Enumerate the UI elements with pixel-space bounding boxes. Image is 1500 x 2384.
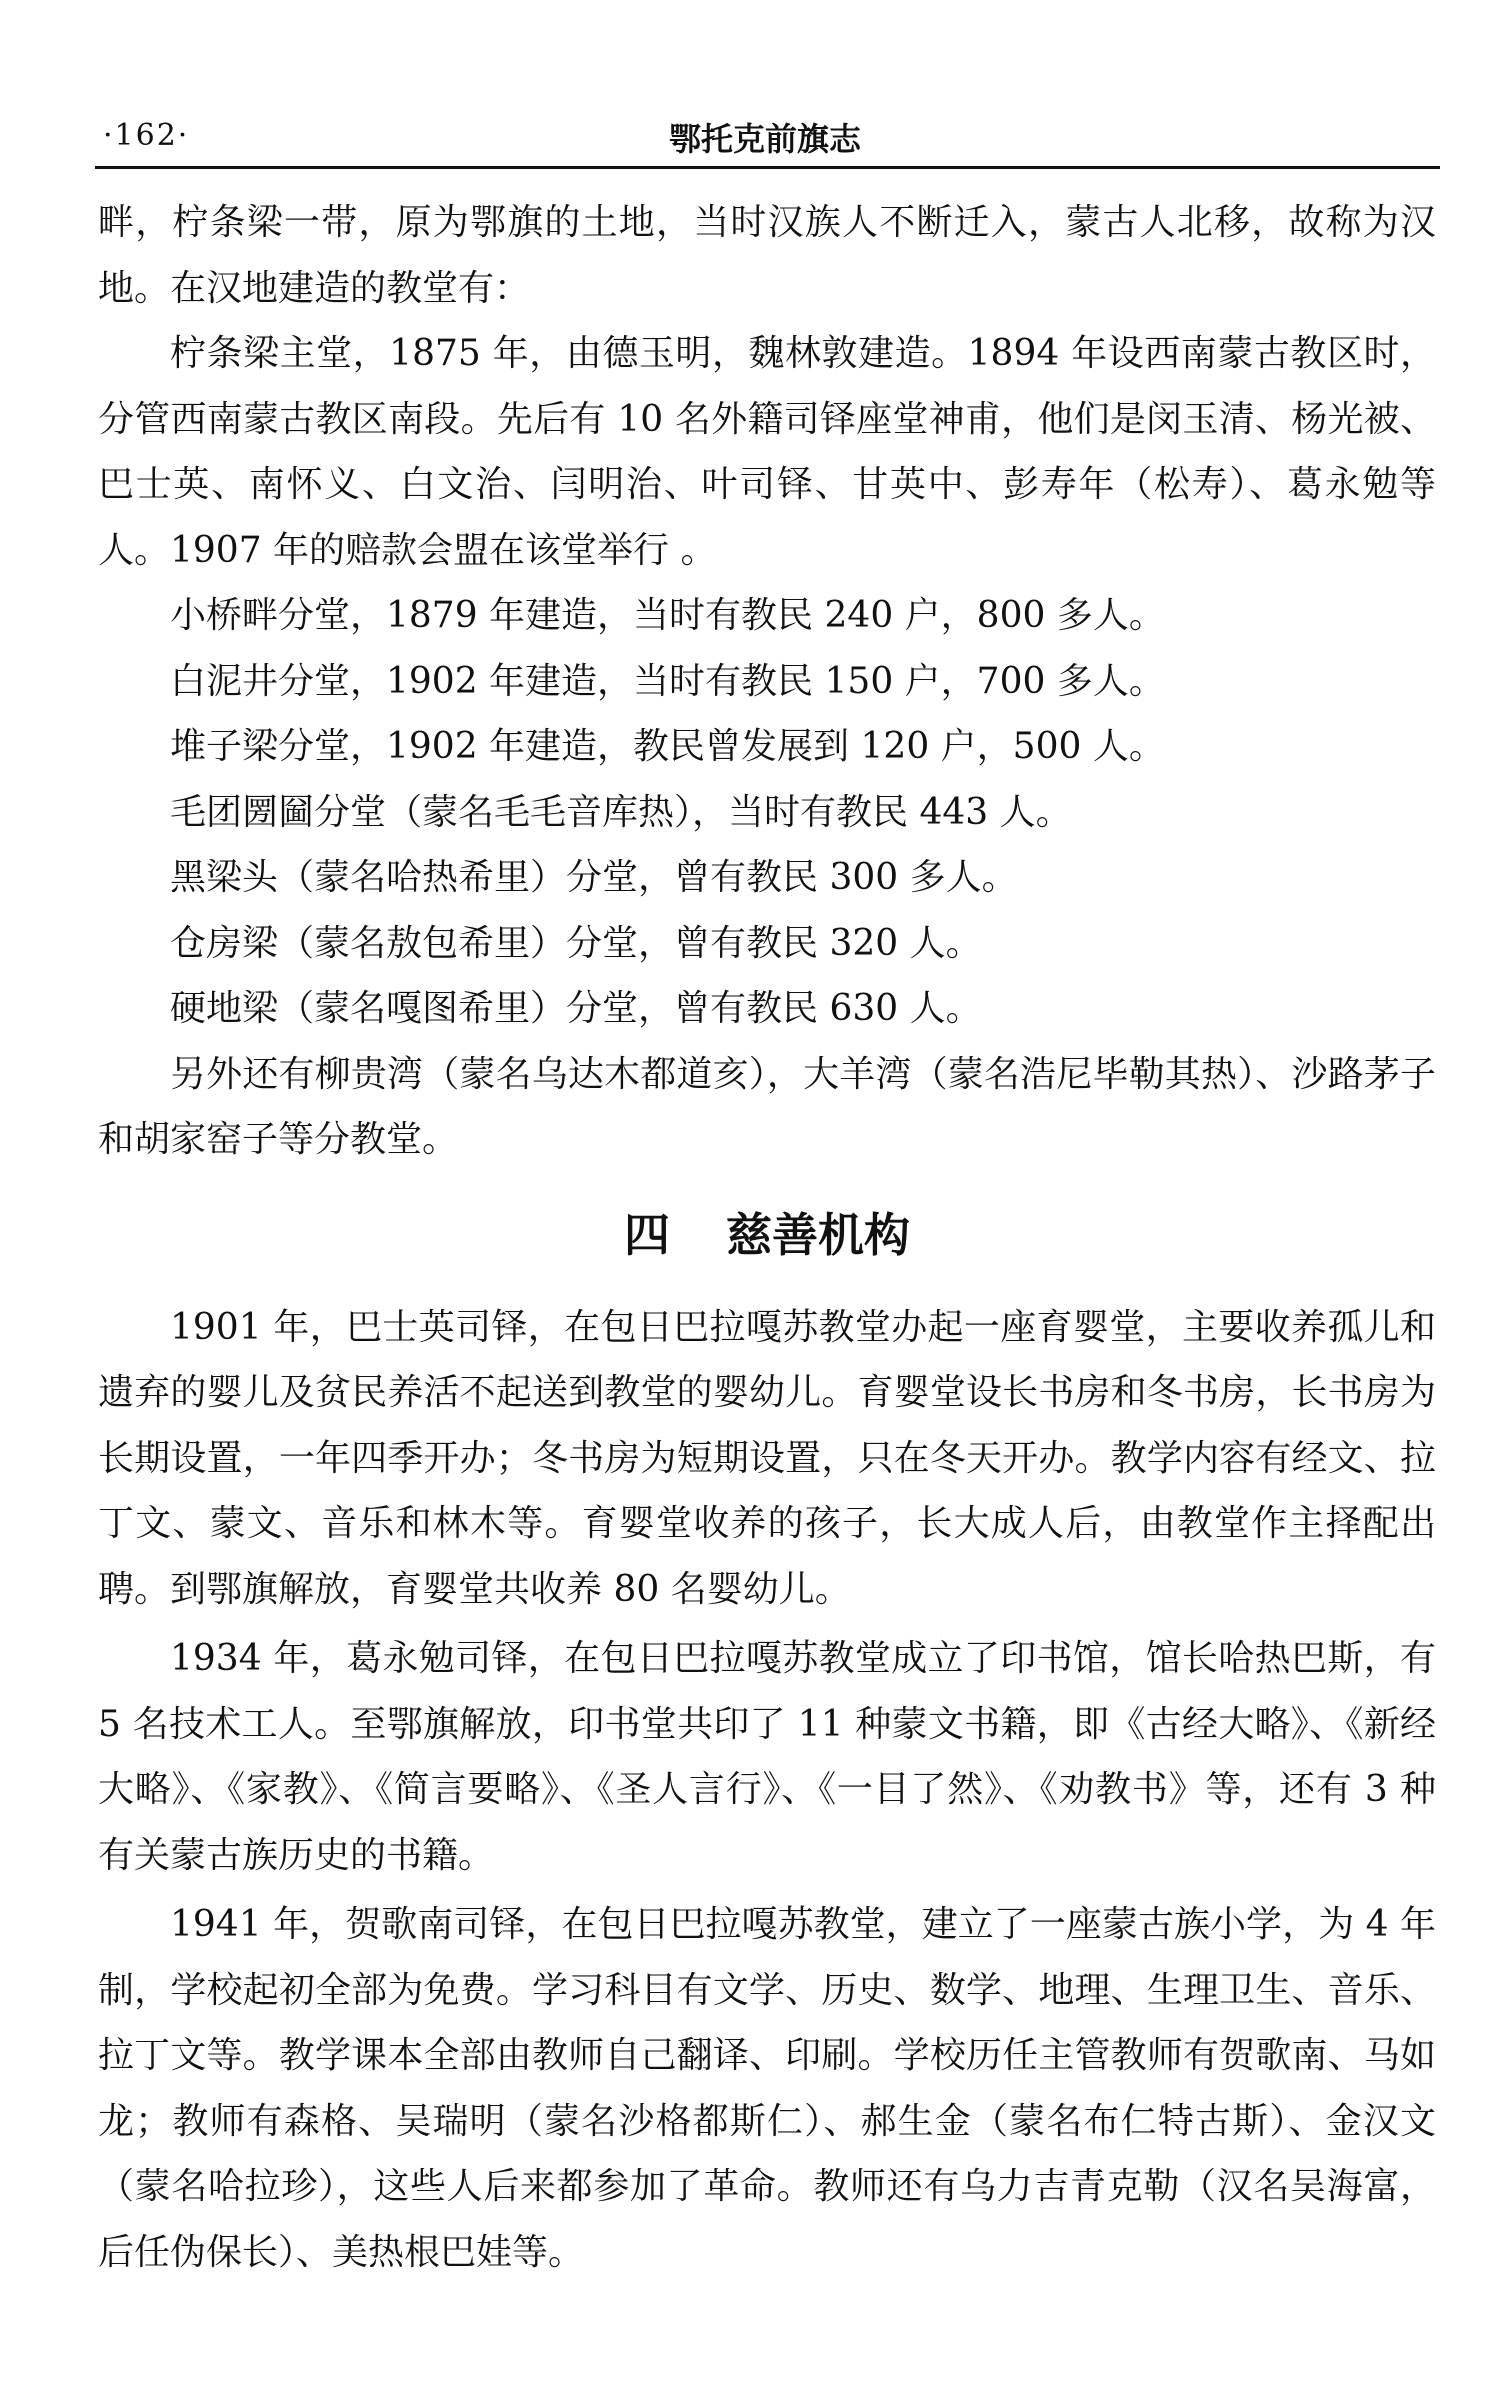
church-paragraph: 小桥畔分堂，1879 年建造，当时有教民 240 户，800 多人。: [170, 595, 1165, 636]
church-paragraph: 黑梁头（蒙名哈热希里）分堂，曾有教民 300 多人。: [170, 857, 1018, 898]
page-number: ·162·: [103, 118, 190, 153]
intro-paragraph: 畔，柠条梁一带，原为鄂旗的土地，当时汉族人不断迁入，蒙古人北移，故称为汉地。在汉地建造的教堂有：: [98, 202, 1436, 309]
church-paragraph: 柠条梁主堂，1875 年，由德玉明，魏林敦建造。1894 年设西南蒙古教区时，分管西南蒙古教区南段。先后有 10 名外籍司铎座堂神甫，他们是闵玉清、杨光被、巴士英、南怀义、白文治、闫明治、叶司铎、甘英中、彭寿年（松寿）、葛永勉等人。1907 年的赔款会盟在该堂举行 。: [98, 333, 1436, 571]
church-paragraph: 硬地梁（蒙名嘎图希里）分堂，曾有教民 630 人。: [170, 988, 982, 1029]
church-paragraph: 堆子梁分堂，1902 年建造，教民曾发展到 120 户，500 人。: [170, 726, 1165, 767]
header-rule: [95, 166, 1440, 169]
section-paragraph: 1901 年，巴士英司铎，在包日巴拉嘎苏教堂办起一座育婴堂，主要收养孤儿和遗弃的婴儿及贫民养活不起送到教堂的婴幼儿。育婴堂设长书房和冬书房，长书房为长期设置，一年四季开办；冬书房为短期设置，只在冬天开办。教学内容有经文、拉丁文、蒙文、音乐和林木等。育婴堂收养的孩子，长大成人后，由教堂作主择配出聘。到鄂旗解放，育婴堂共收养 80 名婴幼儿。: [98, 1306, 1436, 1610]
church-paragraph: 毛团圐圙分堂（蒙名毛毛音库热），当时有教民 443 人。: [170, 791, 1072, 833]
section-paragraph: 1941 年，贺歌南司铎，在包日巴拉嘎苏教堂，建立了一座蒙古族小学，为 4 年制，学校起初全部为免费。学习科目有文学、历史、数学、地理、生理卫生、音乐、拉丁文等。教学课本全部由教师自己翻译、印刷。学校历任主管教师有贺歌南、马如龙；教师有森格、吴瑞明（蒙名沙格都斯仁）、郝生金（蒙名布仁特古斯）、金汉文（蒙名哈拉珍），这些人后来都参加了革命。教师还有乌力吉青克勒（汉名吴海富，后任伪保长）、美热根巴娃等。: [98, 1904, 1436, 2273]
running-title: 鄂托克前旗志: [668, 120, 861, 158]
body-text: [98, 190, 1436, 2285]
church-paragraph: 另外还有柳贵湾（蒙名乌达木都道亥），大羊湾（蒙名浩尼毕勒其热）、沙路茅子和胡家窑子等分教堂。: [98, 1053, 1436, 1160]
section-heading: 四 慈善机构: [623, 1207, 910, 1262]
church-paragraph: 白泥井分堂，1902 年建造，当时有教民 150 户，700 多人。: [170, 660, 1165, 702]
section-paragraph: 1934 年，葛永勉司铎，在包日巴拉嘎苏教堂成立了印书馆，馆长哈热巴斯，有 5 名技术工人。至鄂旗解放，印书堂共印了 11 种蒙文书籍，即《古经大略》、《新经大略》、《家教》、《简言要略》、《圣人言行》、《一目了然》、《劝教书》等，还有 3 种有关蒙古族历史的书籍。: [98, 1638, 1436, 1876]
church-paragraph: 仓房梁（蒙名敖包希里）分堂，曾有教民 320 人。: [170, 922, 982, 964]
page-header: [95, 112, 1435, 162]
